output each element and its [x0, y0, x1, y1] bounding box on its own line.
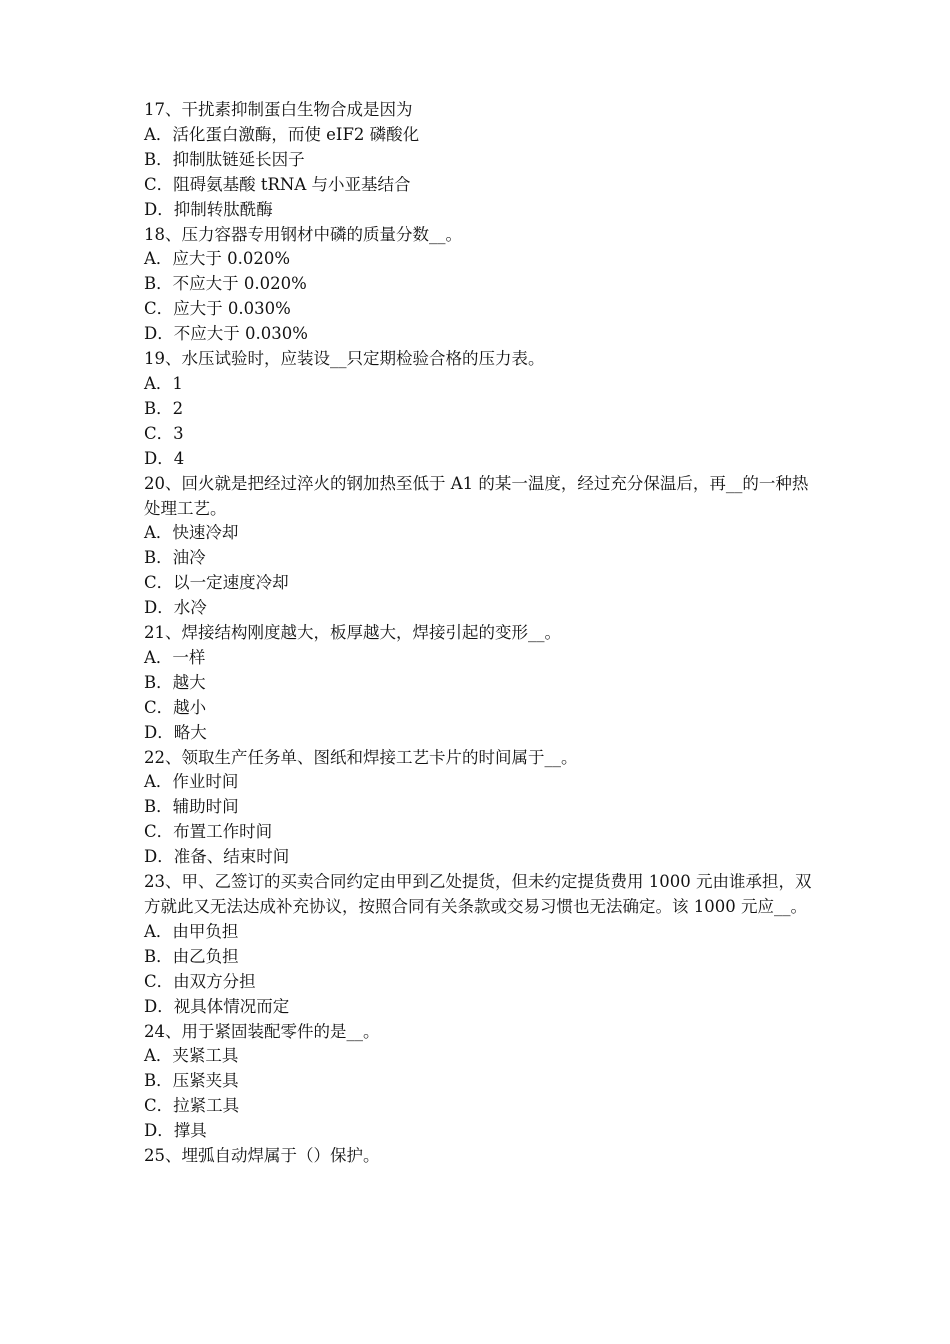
question-stem: 22、领取生产任务单、图纸和焊接工艺卡片的时间属于__。	[144, 747, 578, 767]
option-b: B．压紧夹具	[144, 1071, 239, 1091]
option-c: C．拉紧工具	[144, 1096, 240, 1116]
option-d: D．视具体情况而定	[144, 996, 290, 1016]
option-d: D．抑制转肽酰酶	[144, 199, 273, 219]
question-stem: 17、干扰素抑制蛋白生物合成是因为	[144, 100, 413, 119]
option-b: B．由乙负担	[144, 946, 239, 966]
option-b: B．越大	[144, 672, 206, 692]
question-stem: 20、回火就是把经过淬火的钢加热至低于 A1 的某一温度，经过充分保温后，再__的一种热处理工艺。	[144, 473, 809, 518]
option-b: B．不应大于 0.020%	[144, 274, 307, 294]
option-c: C．阻碍氨基酸 tRNA 与小亚基结合	[144, 174, 411, 194]
option-d: D．准备、结束时间	[144, 847, 290, 867]
question-stem: 21、焊接结构刚度越大，板厚越大，焊接引起的变形__。	[144, 623, 561, 643]
question-19	[144, 347, 814, 472]
question-20	[144, 472, 814, 621]
question-24	[144, 1020, 814, 1145]
question-stem: 19、水压试验时，应装设__只定期检验合格的压力表。	[144, 349, 545, 369]
option-a: A．活化蛋白激酶，而使 eIF2 磷酸化	[144, 124, 420, 144]
question-22	[144, 746, 814, 871]
option-b: B．2	[144, 398, 184, 418]
question-stem: 25、埋弧自动焊属于（）保护。	[144, 1146, 380, 1166]
option-a: A．作业时间	[144, 772, 239, 792]
option-a: A．1	[144, 373, 183, 393]
question-17	[144, 98, 814, 223]
question-21	[144, 621, 814, 746]
option-d: D．撑具	[144, 1121, 207, 1141]
option-a: A．夹紧工具	[144, 1046, 239, 1066]
option-b: B．抑制肽链延长因子	[144, 149, 305, 169]
question-23	[144, 870, 814, 1019]
option-c: C．布置工作时间	[144, 822, 273, 842]
option-b: B．辅助时间	[144, 797, 239, 817]
option-c: C．3	[144, 423, 184, 443]
option-d: D．水冷	[144, 598, 207, 618]
question-stem: 24、用于紧固装配零件的是__。	[144, 1021, 380, 1041]
document-page	[144, 98, 814, 1169]
option-d: D．略大	[144, 722, 207, 742]
option-c: C．以一定速度冷却	[144, 573, 289, 593]
option-d: D．4	[144, 448, 185, 468]
question-stem: 23、甲、乙签订的买卖合同约定由甲到乙处提货，但未约定提货费用 1000 元由谁承担，双方就此又无法达成补充协议，按照合同有关条款或交易习惯也无法确定。该 1000 元应__。	[144, 872, 812, 916]
question-stem: 18、压力容器专用钢材中磷的质量分数__。	[144, 224, 462, 244]
option-d: D．不应大于 0.030%	[144, 324, 308, 344]
option-a: A．一样	[144, 647, 206, 667]
option-b: B．油冷	[144, 548, 206, 568]
option-c: C．由双方分担	[144, 971, 256, 991]
option-a: A．应大于 0.020%	[144, 249, 291, 269]
question-25	[144, 1144, 814, 1169]
question-18	[144, 223, 814, 348]
option-c: C．越小	[144, 697, 207, 717]
option-a: A．由甲负担	[144, 921, 239, 941]
option-c: C．应大于 0.030%	[144, 299, 291, 319]
option-a: A．快速冷却	[144, 523, 239, 543]
